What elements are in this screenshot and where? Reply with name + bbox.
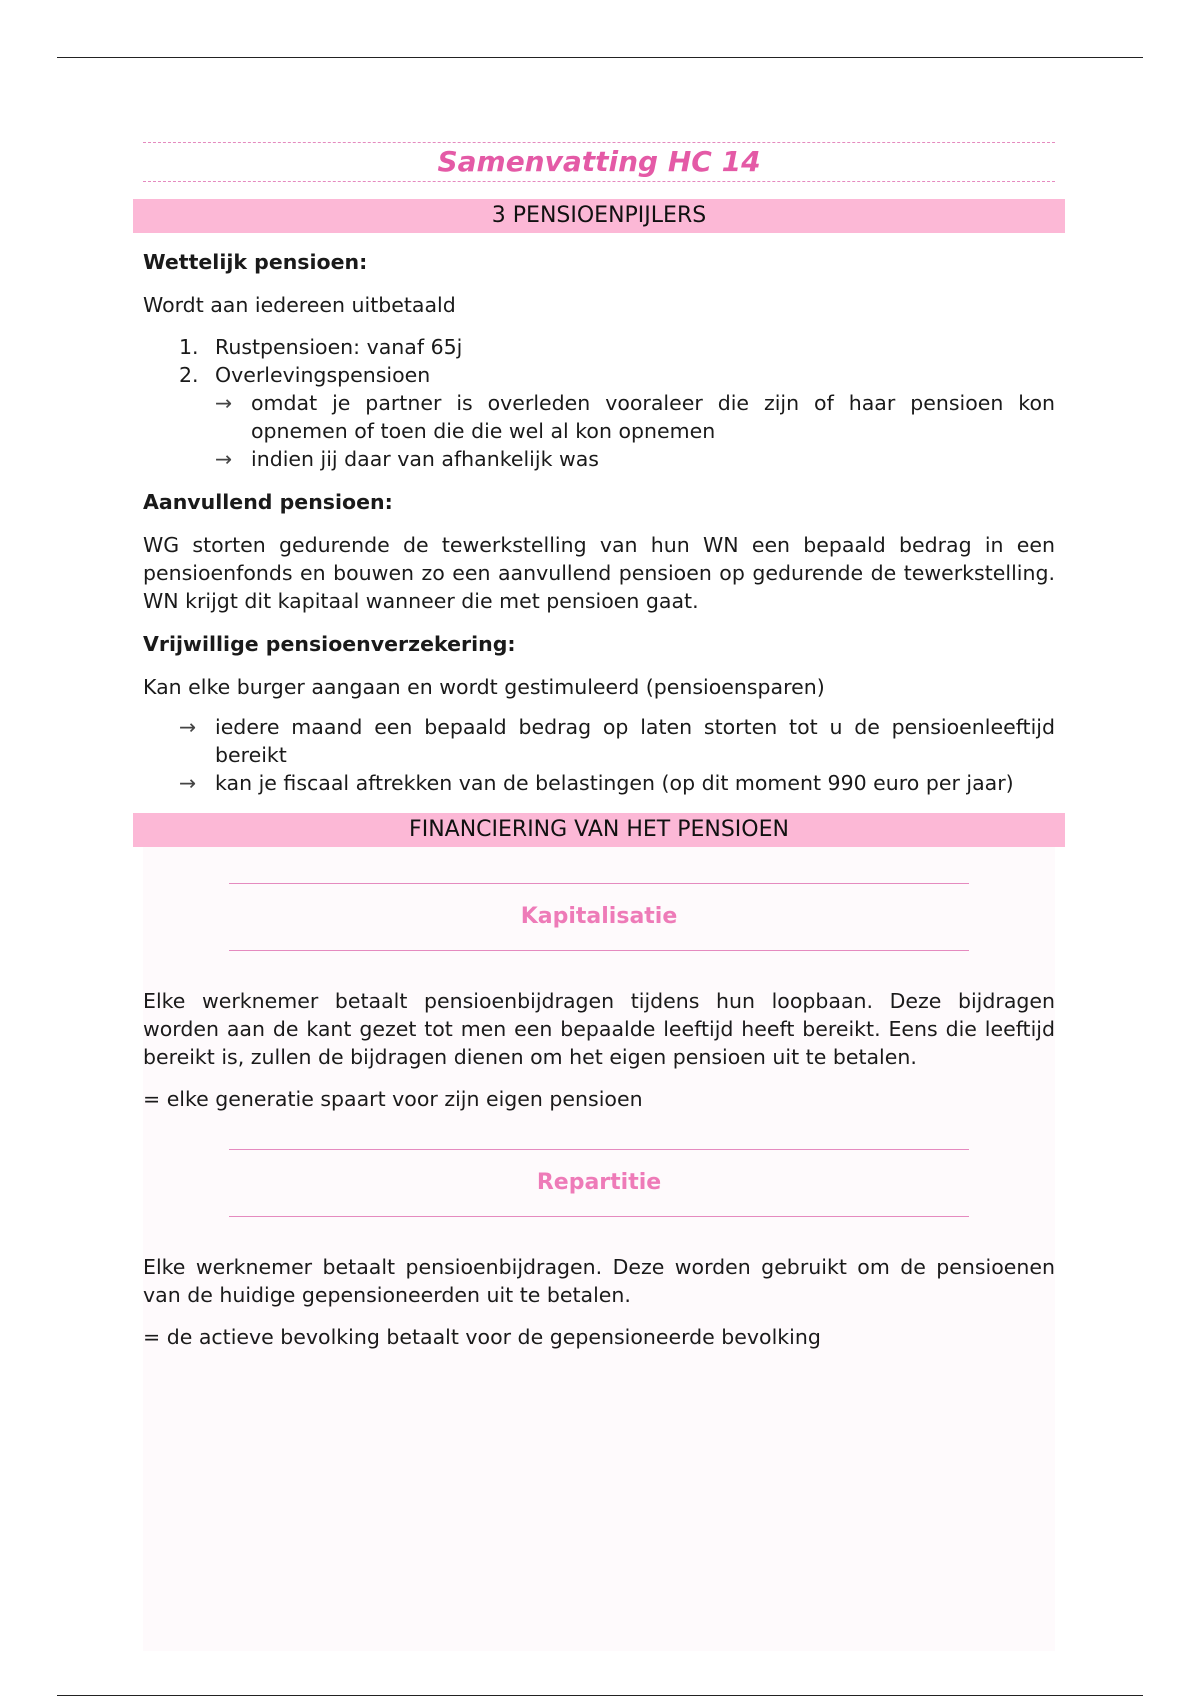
section-header-financiering: FINANCIERING VAN HET PENSIOEN xyxy=(133,813,1065,847)
numbered-list xyxy=(143,333,1055,473)
document-page xyxy=(143,142,1055,1651)
kapitalisatie-text: Elke werknemer betaalt pensioenbijdragen tijdens hun loopbaan. Deze bijdragen worden aan de kant gezet tot men een bepaalde leeftijd heeft bereikt. Eens die leeftijd bereikt is, zullen de bijdragen dienen om het eigen pensioen uit te betalen. xyxy=(143,989,1055,1069)
arrow-text: indien jij daar van afhankelijk was xyxy=(251,447,599,471)
list-number: 1. xyxy=(179,335,199,359)
list-text: Overlevingspensioen xyxy=(215,363,431,387)
arrow-right-icon: → xyxy=(179,771,197,795)
arrow-list xyxy=(143,713,1055,797)
page-header-rule xyxy=(57,57,1143,58)
list-item xyxy=(179,361,1055,389)
arrow-text: iedere maand een bepaald bedrag op laten storten tot u de pensioenleeftijd bereikt xyxy=(215,715,1055,767)
arrow-text: omdat je partner is overleden vooraleer die zijn of haar pensioen kon opnemen of toen die die wel al kon opnemen xyxy=(251,391,1055,443)
arrow-item xyxy=(215,445,1055,473)
heading-vrijwillige-pensioenverzekering: Vrijwillige pensioenverzekering: xyxy=(143,632,516,656)
arrow-item xyxy=(215,389,1055,445)
arrow-right-icon: → xyxy=(179,715,197,739)
aanvullend-text: WG storten gedurende de tewerkstelling van hun WN een bepaald bedrag in een pensioenfonds en bouwen zo een aanvullend pensioen op gedurende de tewerkstelling. WN krijgt dit kapitaal wanneer die met pensioen gaat. xyxy=(143,533,1055,613)
arrow-item xyxy=(179,713,1055,769)
arrow-right-icon: → xyxy=(215,391,233,415)
repartitie-text: Elke werknemer betaalt pensioenbijdragen. Deze worden gebruikt om de pensioenen van de huidige gepensioneerden uit te betalen. xyxy=(143,1255,1055,1307)
kapitalisatie-summary: = elke generatie spaart voor zijn eigen pensioen xyxy=(143,1087,643,1111)
list-number: 2. xyxy=(179,363,199,387)
heading-aanvullend-pensioen: Aanvullend pensioen: xyxy=(143,490,393,514)
subheading-repartitie: Repartitie xyxy=(229,1149,969,1217)
section-header-pensioenpijlers: 3 PENSIOENPIJLERS xyxy=(133,199,1065,233)
document-title: Samenvatting HC 14 xyxy=(143,142,1055,182)
repartitie-summary: = de actieve bevolking betaalt voor de gepensioneerde bevolking xyxy=(143,1325,821,1349)
wettelijk-intro: Wordt aan iedereen uitbetaald xyxy=(143,293,456,317)
arrow-item xyxy=(179,769,1055,797)
list-item xyxy=(179,333,1055,361)
vrijwillig-intro: Kan elke burger aangaan en wordt gestimuleerd (pensioensparen) xyxy=(143,675,825,699)
subheading-kapitalisatie: Kapitalisatie xyxy=(229,883,969,951)
list-text: Rustpensioen: vanaf 65j xyxy=(215,335,463,359)
arrow-sublist xyxy=(179,389,1055,473)
page-footer-rule xyxy=(57,1695,1143,1696)
arrow-text: kan je fiscaal aftrekken van de belastingen (op dit moment 990 euro per jaar) xyxy=(215,771,1014,795)
financiering-body xyxy=(143,847,1055,1651)
arrow-right-icon: → xyxy=(215,447,233,471)
heading-wettelijk-pensioen: Wettelijk pensioen: xyxy=(143,250,368,274)
